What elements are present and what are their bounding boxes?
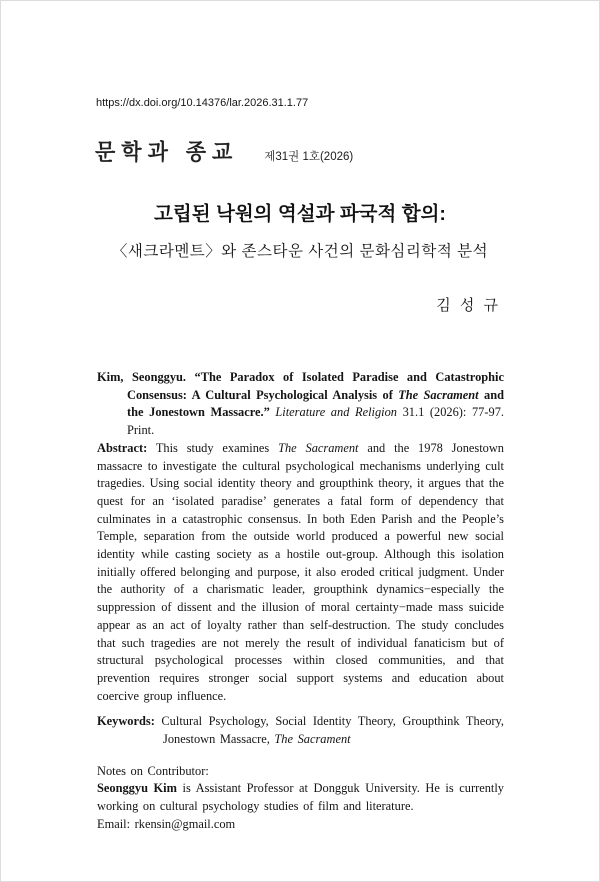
citation-text-lead: Kim, Seonggyu. “The Paradox of Isolated Paradise and Catastrophic Consensus: A Cultural Psychological Analysis of [97,370,504,402]
keywords-list: Cultural Psychology, Social Identity Theory, Groupthink Theory, Jonestown Massacre, [154,714,504,747]
keywords-label: Keywords: [97,714,155,729]
abstract-film-title: The Sacrament [278,440,359,455]
abstract-text-lead: This study examines [147,440,279,455]
article-title: 고립된 낙원의 역설과 파국적 합의: [154,203,446,225]
contributor-email: Email: rkensin@gmail.com [97,816,236,831]
journal-header [95,137,353,167]
citation-block [97,369,504,440]
article-subtitle: 〈새크라멘트〉와 존스타운 사건의 문화심리학적 분석 [111,243,489,260]
contributor-notes-heading: Notes on Contributor: [97,763,209,778]
doi-text: https://dx.doi.org/10.14376/lar.2026.31.1.77 [96,97,309,109]
citation-journal-name: Literature and Religion [275,405,397,420]
contributor-bio-text: is Assistant Professor at Dongguk University. He is currently working on cultural psychology studies of film and literature. [97,781,504,814]
contributor-bio [97,780,504,815]
author-name: 김 성 규 [436,297,498,314]
journal-volume-issue: 제31권 1호(2026) [264,151,354,163]
keywords-film-title: The Sacrament [274,732,351,747]
journal-logo: 문학과 종교 [95,140,239,165]
abstract-label: Abstract: [97,440,148,455]
contributor-name: Seonggyu Kim [97,781,177,796]
citation-text-mid: and the Jonestown Massacre.” [127,387,504,420]
citation-film-title: The Sacrament [398,387,479,402]
citation-text-tail: 31.1 (2026): 77-97. Print. [127,405,504,438]
abstract-paragraph [97,440,504,706]
front-matter [97,369,504,834]
abstract-text-body: and the 1978 Jonestown massacre to investigate the cultural psychological mechanisms underlying cult tragedies. Using social identity theory and groupthink theory, it argues that the quest for an ‘isolated paradise’ generates a fatal form of dependency that culminates in a catastrophic consensus. In both Eden Parish and the People’s Temple, separation from the outside world produced a powerful new social identity while casting society as a hostile out-group. Although this isolation initially offered belonging and purpose, it also eroded critical judgment. Under the authority of a charismatic leader, groupthink dynamics−especially the suppression of dissent and the illusion of moral certainty−made mass suicide appear as an act of loyalty rather than self-destruction. The study concludes that such tragedies are not merely the result of individual fanaticism but of structural psychological processes within closed communities, and that prevention requires stronger social support systems and education about coercive group influence. [97,440,505,703]
keywords-block [97,713,504,748]
